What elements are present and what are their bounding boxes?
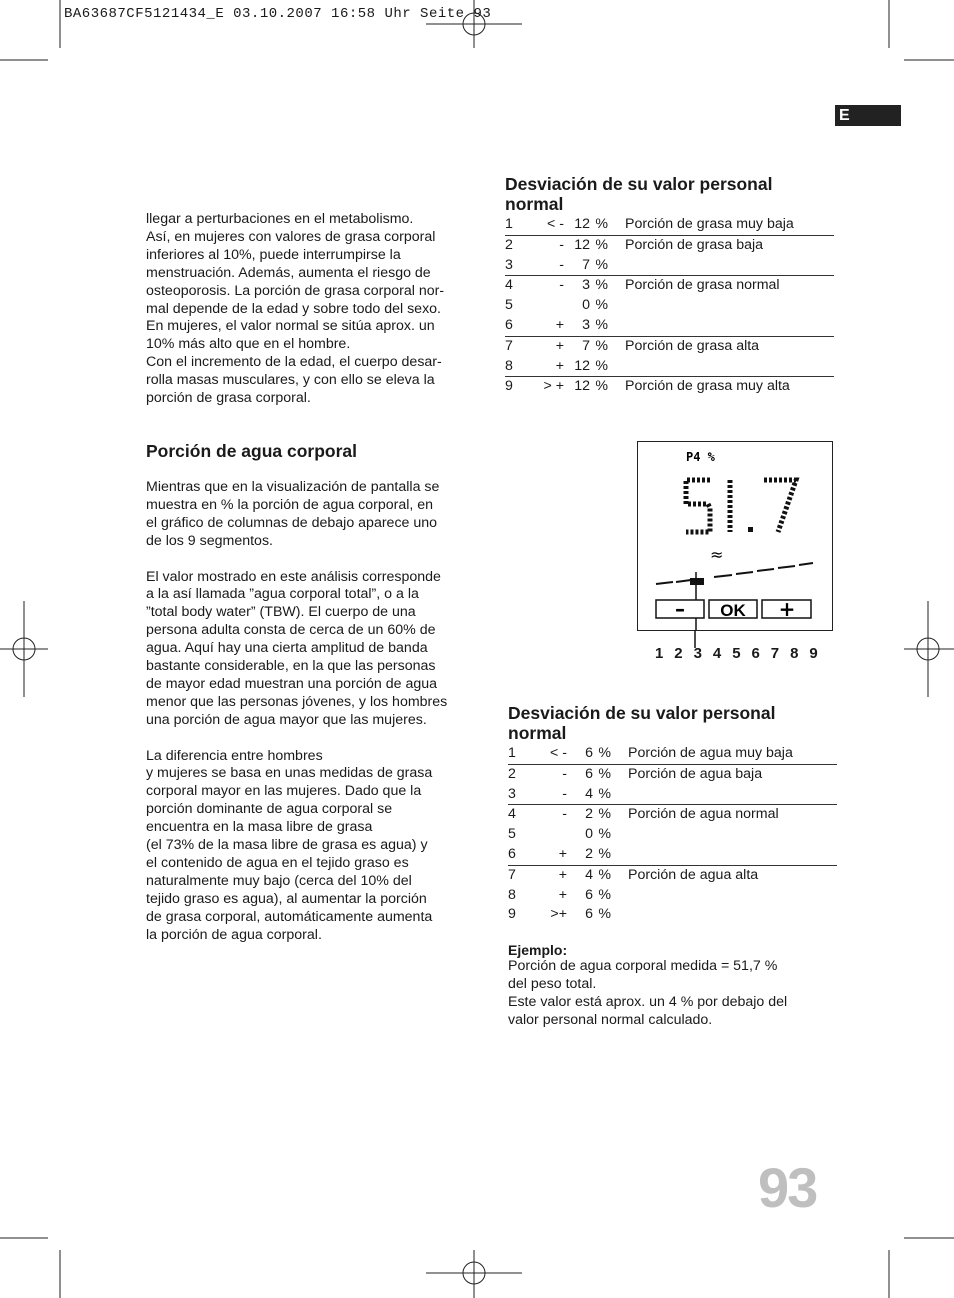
table-row: 6 + 2 % bbox=[508, 845, 837, 865]
reading-digits bbox=[686, 480, 796, 532]
paragraph-water-display: Mientras que en la visualización de pantalla se muestra en % la porción de agua corporal, en el gráfico de columnas de debajo aparece uno de los 9 segmentos. bbox=[146, 479, 440, 549]
segment-label: 5 bbox=[732, 645, 741, 662]
example-text: Porción de agua corporal medida = 51,7 % del peso total. Este valor está aprox. un 4 % por debajo del valor personal normal calculado. bbox=[508, 958, 788, 1028]
segment-label: 2 bbox=[674, 645, 683, 662]
fat-table-heading: Desviación de su valor personal normal bbox=[505, 174, 773, 214]
table-row: 1 < - 12 % Porción de grasa muy baja bbox=[505, 215, 834, 235]
water-heading: Porción de agua corporal bbox=[146, 441, 358, 461]
table-row: 5 0 % bbox=[508, 826, 611, 843]
segment-label: 6 bbox=[751, 645, 760, 662]
segment-label: 9 bbox=[809, 645, 818, 662]
table-row: 9 >+ 6 % bbox=[508, 906, 611, 923]
ok-label: OK bbox=[720, 601, 746, 620]
table-row: 5 0 % bbox=[505, 297, 608, 314]
table-row: 7 + 4 % Porción de agua alta bbox=[508, 866, 759, 883]
mode-label: P4 % bbox=[686, 450, 715, 464]
segment-label: 4 bbox=[712, 645, 722, 662]
print-header: BA63687CF5121434_E 03.10.2007 16:58 Uhr Seite 93 bbox=[64, 6, 492, 22]
paragraph-tbw: El valor mostrado en este análisis corresponde a la así llamada ”agua corporal total”, o a la ”total body water” (TBW). El cuerpo de una persona adulta consta de cerca de un 60% de agua. Aquí hay una cierta amplitud de banda bastante considerable, en la que las personas de mayor edad muestran una porción de agua menor que las personas jóvenes, y los hombres una porción de agua mayor que las mujeres. bbox=[146, 568, 448, 728]
segment-label: 7 bbox=[770, 645, 780, 662]
example-block bbox=[508, 942, 838, 1030]
page-number: 93 bbox=[758, 1156, 817, 1219]
water-text bbox=[146, 479, 476, 945]
table-row: 3 - 7 % bbox=[505, 256, 834, 276]
water-drop-icon: ≈ bbox=[710, 545, 724, 564]
table-row: 4 - 3 % Porción de grasa normal bbox=[505, 277, 780, 294]
example-title: Ejemplo: bbox=[508, 942, 568, 958]
table-row: 7 + 7 % Porción de grasa alta bbox=[505, 337, 760, 354]
paragraph-fat-body: llegar a perturbaciones en el metabolismo. Así, en mujeres con valores de grasa corporal inferiores al 10%, puede interrumpirse la menstruación. Además, aumenta el riesgo de osteoporosis. La porción de grasa corporal nor- mal depende de la edad y sobre todo del sexo. En mujeres, el valor normal se sitúa aprox. un 10% más alto que en el hombre. Con el incremento de la edad, el cuerpo desar- rolla masas musculares, y con ello se eleva la porción de grasa corporal. bbox=[146, 211, 445, 407]
table-row: 8 + 12 % bbox=[505, 357, 834, 377]
table-row: 2 - 12 % Porción de grasa baja bbox=[505, 236, 764, 253]
table-row: 1 < - 6 % Porción de agua muy baja bbox=[508, 744, 837, 764]
lcd-graphic bbox=[638, 442, 832, 630]
table-row: 3 - 4 % bbox=[508, 785, 837, 805]
table-row: 9 > + 12 % Porción de grasa muy alta bbox=[505, 378, 790, 395]
segment-number-labels bbox=[655, 645, 829, 663]
segment-bar bbox=[656, 563, 813, 584]
table-row: 4 - 2 % Porción de agua normal bbox=[508, 806, 779, 823]
segment-label: 3 bbox=[693, 645, 702, 662]
paragraph-gender-difference: La diferencia entre hombres y mujeres se basa en unas medidas de grasa corporal mayor en las mujeres. Dado que la porción dominante de agua corporal se encuentra en la masa libre de grasa (el 73% de la masa libre de grasa es agua) y el contenido de agua en el tejido graso es naturalmente muy bajo (cerca del 10% del tejido graso es agua), al aumentar la porción de grasa corporal, automáticamente aumenta la porción de agua corporal. bbox=[146, 747, 433, 943]
table-row: 2 - 6 % Porción de agua baja bbox=[508, 765, 763, 782]
minus-label: – bbox=[675, 597, 685, 621]
fat-deviation-table bbox=[505, 215, 834, 397]
fat-deviation-section bbox=[505, 174, 834, 397]
table-row: 8 + 6 % bbox=[508, 886, 611, 903]
segment-label: 1 bbox=[655, 645, 664, 662]
segment-label: 8 bbox=[790, 645, 799, 662]
left-column bbox=[146, 211, 476, 408]
water-deviation-section bbox=[508, 703, 837, 925]
water-deviation-table bbox=[508, 744, 837, 925]
language-badge: E bbox=[835, 105, 901, 126]
active-segment-marker bbox=[690, 578, 704, 585]
scale-display bbox=[637, 441, 833, 631]
table-row: 6 + 3 % bbox=[505, 316, 834, 336]
water-table-heading: Desviación de su valor personal normal bbox=[508, 703, 776, 743]
plus-label: + bbox=[778, 597, 796, 621]
